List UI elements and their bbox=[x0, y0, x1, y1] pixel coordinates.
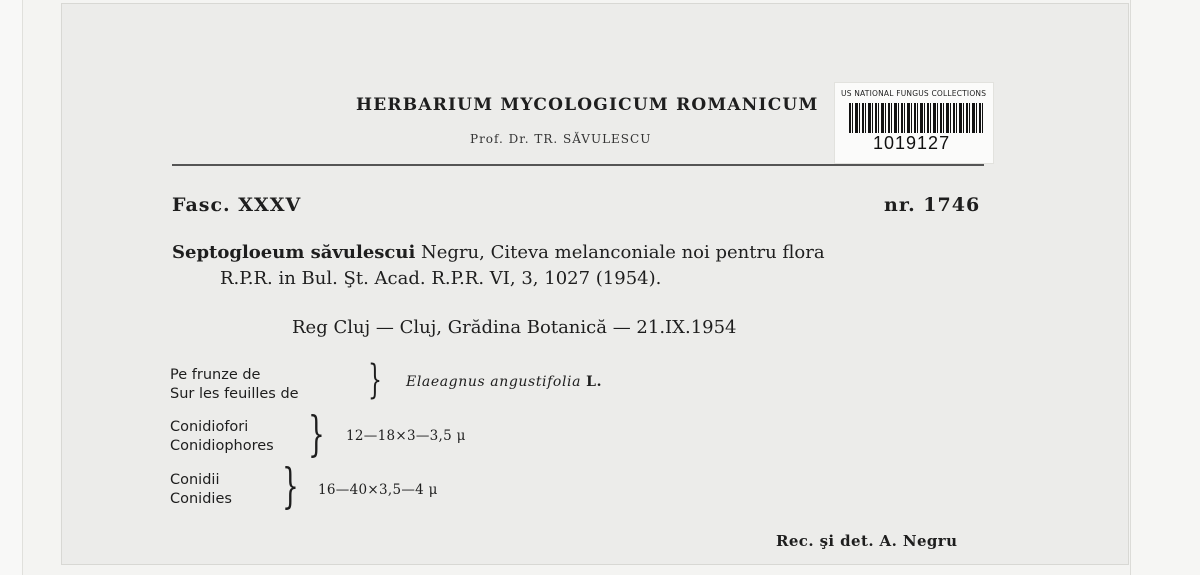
host-label-fr: Sur les feuilles de bbox=[170, 386, 299, 402]
citation-line-2: R.P.R. in Bul. Şt. Acad. R.P.R. VI, 3, 1027 (1954). bbox=[220, 268, 662, 289]
host-author: L. bbox=[586, 374, 603, 390]
conidia-label-ro: Conidii bbox=[170, 472, 220, 488]
barcode-institution: US NATIONAL FUNGUS COLLECTIONS bbox=[841, 89, 987, 98]
backdrop-sheet-right bbox=[1130, 0, 1200, 575]
herbarium-title: HERBARIUM MYCOLOGICUM ROMANICUM bbox=[356, 95, 819, 115]
conidiophores-label-fr: Conidiophores bbox=[170, 438, 274, 454]
host-brace-icon: } bbox=[368, 357, 382, 403]
conidia-value: 16—40×3,5—4 μ bbox=[318, 482, 438, 498]
herbarium-label bbox=[62, 4, 1128, 564]
conidia-brace-icon: } bbox=[282, 458, 299, 514]
specimen-number: nr. 1746 bbox=[884, 194, 981, 216]
locality-line: Reg Cluj — Cluj, Grădina Botanică — 21.IX.1954 bbox=[292, 317, 737, 338]
citation-text: Negru, Citeva melanconiale noi pentru flora bbox=[421, 242, 825, 263]
conidiophores-label-ro: Conidiofori bbox=[170, 419, 249, 435]
collector-credit: Rec. şi det. A. Negru bbox=[776, 532, 958, 550]
conidiophores-value: 12—18×3—3,5 μ bbox=[346, 428, 466, 444]
barcode-number: 1019127 bbox=[873, 133, 951, 153]
barcode-label bbox=[834, 82, 994, 164]
conidiophores-label bbox=[170, 418, 274, 456]
conidiophores-brace-icon: } bbox=[308, 406, 325, 462]
host-label-ro: Pe frunze de bbox=[170, 367, 261, 383]
species-name: Septogloeum săvulescui bbox=[172, 242, 416, 263]
herbarium-curator: Prof. Dr. TR. SĂVULESCU bbox=[470, 132, 652, 146]
backdrop-sheet-left bbox=[0, 0, 23, 575]
barcode-icon bbox=[849, 103, 983, 133]
host-value bbox=[406, 374, 602, 390]
header-divider bbox=[172, 164, 984, 166]
fascicle-number: Fasc. XXXV bbox=[172, 194, 302, 216]
conidia-label bbox=[170, 471, 232, 509]
host-label bbox=[170, 366, 299, 404]
host-species: Elaeagnus angustifolia bbox=[406, 374, 582, 390]
conidia-label-fr: Conidies bbox=[170, 491, 232, 507]
citation-line-1 bbox=[172, 242, 825, 263]
